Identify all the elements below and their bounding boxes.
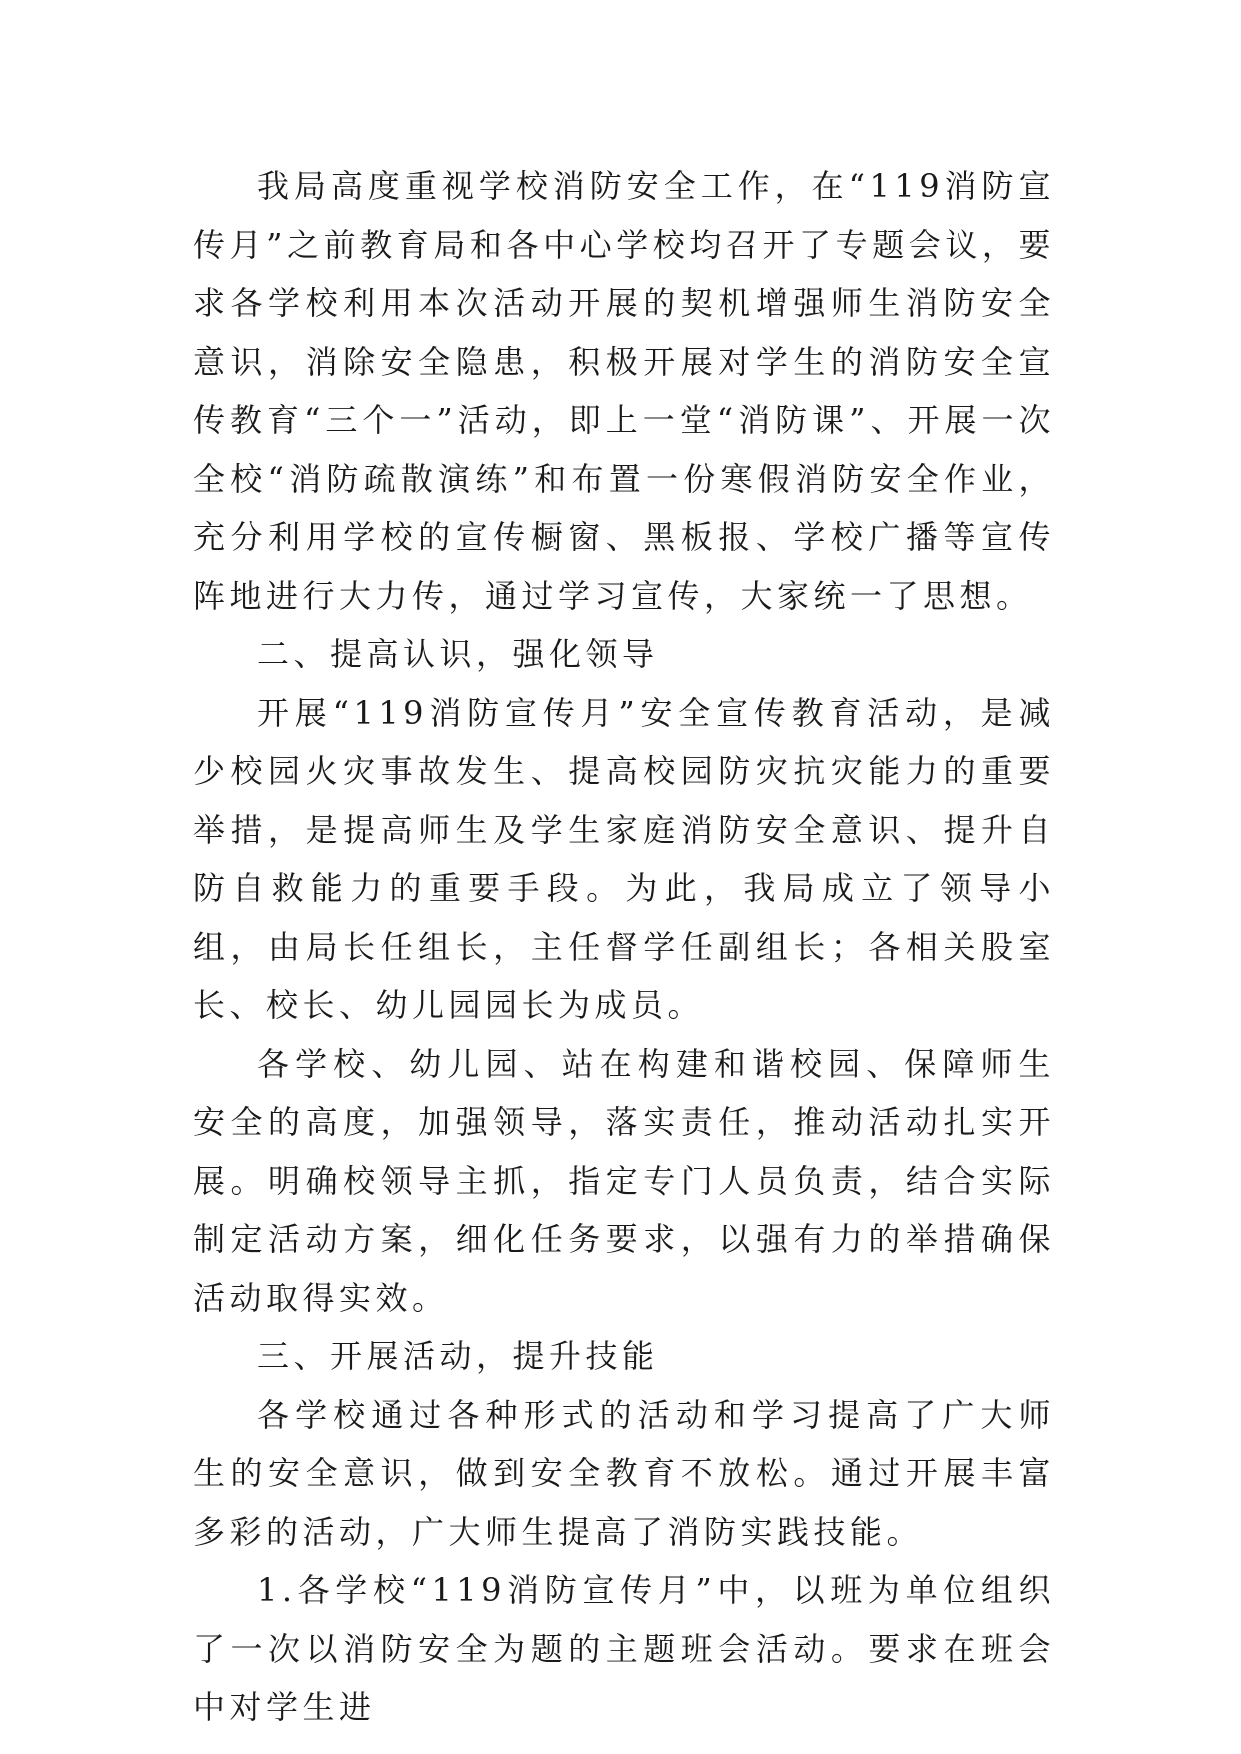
section-heading-3: 三、开展活动，提升技能 <box>257 1337 659 1375</box>
section-heading-2: 二、提高认识，强化领导 <box>257 635 659 673</box>
paragraph-section-3-a: 各学校通过各种形式的活动和学习提高了广大师生的安全意识，做到安全教育不放松。通过开展丰富多彩的活动，广大师生提高了消防实践技能。 <box>193 1395 1055 1551</box>
paragraph-item-1: 1.各学校“119消防宣传月”中，以班为单位组织了一次以消防安全为题的主题班会活动。要求在班会中对学生进 <box>193 1571 1055 1726</box>
document-body <box>193 157 1055 1737</box>
paragraph-section-2-b: 各学校、幼儿园、站在构建和谐校园、保障师生安全的高度，加强领导，落实责任，推动活动扎实开展。明确校领导主抓，指定专门人员负责，结合实际制定活动方案，细化任务要求，以强有力的举措确保活动取得实效。 <box>193 1044 1055 1317</box>
paragraph-section-2-a: 开展“119消防宣传月”安全宣传教育活动，是减少校园火灾事故发生、提高校园防灾抗灾能力的重要举措，是提高师生及学生家庭消防安全意识、提升自防自救能力的重要手段。为此，我局成立了领导小组，由局长任组长，主任督学任副组长；各相关股室长、校长、幼儿园园长为成员。 <box>193 693 1055 1024</box>
paragraph-intro: 我局高度重视学校消防安全工作，在“119消防宣传月”之前教育局和各中心学校均召开了专题会议，要求各学校利用本次活动开展的契机增强师生消防安全意识，消除安全隐患，积极开展对学生的消防安全宣传教育“三个一”活动，即上一堂“消防课”、开展一次全校“消防疏散演练”和布置一份寒假消防安全作业，充分利用学校的宣传橱窗、黑板报、学校广播等宣传阵地进行大力传，通过学习宣传，大家统一了思想。 <box>193 167 1055 615</box>
